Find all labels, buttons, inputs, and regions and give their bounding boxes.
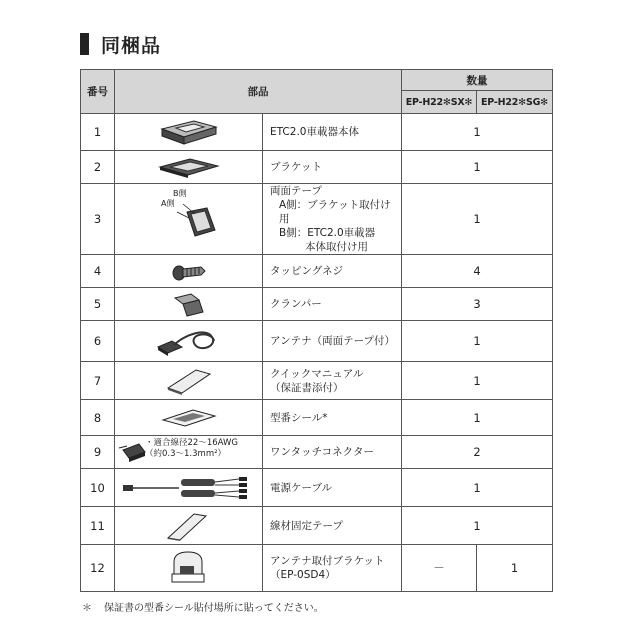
part-qty: 3	[402, 288, 553, 321]
part-name: タッピングネジ	[263, 255, 402, 288]
double-sided-tape-icon	[115, 184, 263, 255]
side-a-label: A側	[161, 199, 175, 208]
quick-manual-icon	[115, 362, 263, 400]
part-name	[263, 362, 402, 400]
footnote	[82, 599, 324, 614]
table-row	[81, 184, 553, 255]
table-row	[81, 255, 553, 288]
model-seal-icon	[115, 400, 263, 436]
part-qty: 1	[402, 400, 553, 436]
name-line: 両面テープ	[270, 185, 322, 197]
table-row	[81, 400, 553, 436]
table-row	[81, 507, 553, 545]
table-row	[81, 321, 553, 362]
row-number: 3	[81, 184, 115, 255]
name-line: クイックマニュアル	[270, 367, 364, 380]
wire-tape-icon	[115, 507, 263, 545]
row-number: 4	[81, 255, 115, 288]
header-model-2: EP-H22✻SG✻	[477, 91, 553, 114]
part-qty: 1	[402, 184, 553, 255]
part-qty: 1	[402, 151, 553, 184]
part-name: 線材固定テープ	[263, 507, 402, 545]
part-name	[263, 184, 402, 255]
name-line: （EP-0SD4）	[270, 569, 336, 581]
row-number: 8	[81, 400, 115, 436]
part-qty: 4	[402, 255, 553, 288]
bracket-icon	[115, 151, 263, 184]
part-name: クランパー	[263, 288, 402, 321]
part-name: ワンタッチコネクター	[263, 436, 402, 469]
name-line: 本体取付け用	[305, 241, 368, 253]
part-qty: 1	[402, 469, 553, 507]
row-number: 7	[81, 362, 115, 400]
page-title: 同梱品	[101, 34, 162, 57]
antenna-icon	[115, 321, 263, 362]
header-part: 部品	[115, 70, 402, 114]
table-row	[81, 362, 553, 400]
part-qty: 2	[402, 436, 553, 469]
part-name: 型番シール*	[263, 400, 402, 436]
heading-bar	[80, 33, 89, 55]
name-line: アンテナ取付ブラケット	[270, 555, 385, 567]
row-number: 12	[81, 545, 115, 592]
table-row	[81, 469, 553, 507]
section-heading	[80, 32, 161, 56]
part-qty: 1	[402, 321, 553, 362]
name-line: （保証書添付）	[270, 381, 344, 394]
part-qty: 1	[402, 362, 553, 400]
header-qty: 数量	[402, 70, 553, 91]
name-line: A側：ブラケット取付け用	[279, 199, 391, 225]
part-name: 電源ケーブル	[263, 469, 402, 507]
part-qty-model-2: 1	[477, 545, 553, 592]
table-row	[81, 114, 553, 151]
part-name: アンテナ（両面テープ付）	[263, 321, 402, 362]
table-row	[81, 436, 553, 469]
row-number: 5	[81, 288, 115, 321]
part-qty: 1	[402, 114, 553, 151]
tapping-screw-icon	[115, 255, 263, 288]
header-row	[81, 70, 553, 91]
table-row	[81, 151, 553, 184]
footnote-mark: ＊	[82, 603, 92, 614]
note-line: （約0.3～1.3mm²）	[145, 449, 227, 459]
note-line: ・適合線径22～16AWG	[145, 438, 238, 448]
side-b-label: B側	[173, 189, 187, 198]
row-number: 2	[81, 151, 115, 184]
part-name: ブラケット	[263, 151, 402, 184]
row-number: 1	[81, 114, 115, 151]
power-cable-icon	[115, 469, 263, 507]
header-no: 番号	[81, 70, 115, 114]
name-line: B側：ETC2.0車載器	[279, 227, 376, 239]
parts-table	[80, 69, 553, 592]
row-number: 11	[81, 507, 115, 545]
row-number: 10	[81, 469, 115, 507]
etc-unit-icon	[115, 114, 263, 151]
footnote-text: 保証書の型番シール貼付場所に貼ってください。	[104, 603, 324, 614]
connector-icon	[115, 436, 263, 469]
connector-note	[145, 438, 238, 460]
part-name	[263, 545, 402, 592]
header-model-1: EP-H22✻SX✻	[402, 91, 477, 114]
part-name: ETC2.0車載器本体	[263, 114, 402, 151]
clamper-icon	[115, 288, 263, 321]
antenna-bracket-icon	[115, 545, 263, 592]
table-row	[81, 545, 553, 592]
part-qty: 1	[402, 507, 553, 545]
row-number: 9	[81, 436, 115, 469]
row-number: 6	[81, 321, 115, 362]
table-row	[81, 288, 553, 321]
part-qty-model-1: －	[402, 545, 477, 592]
